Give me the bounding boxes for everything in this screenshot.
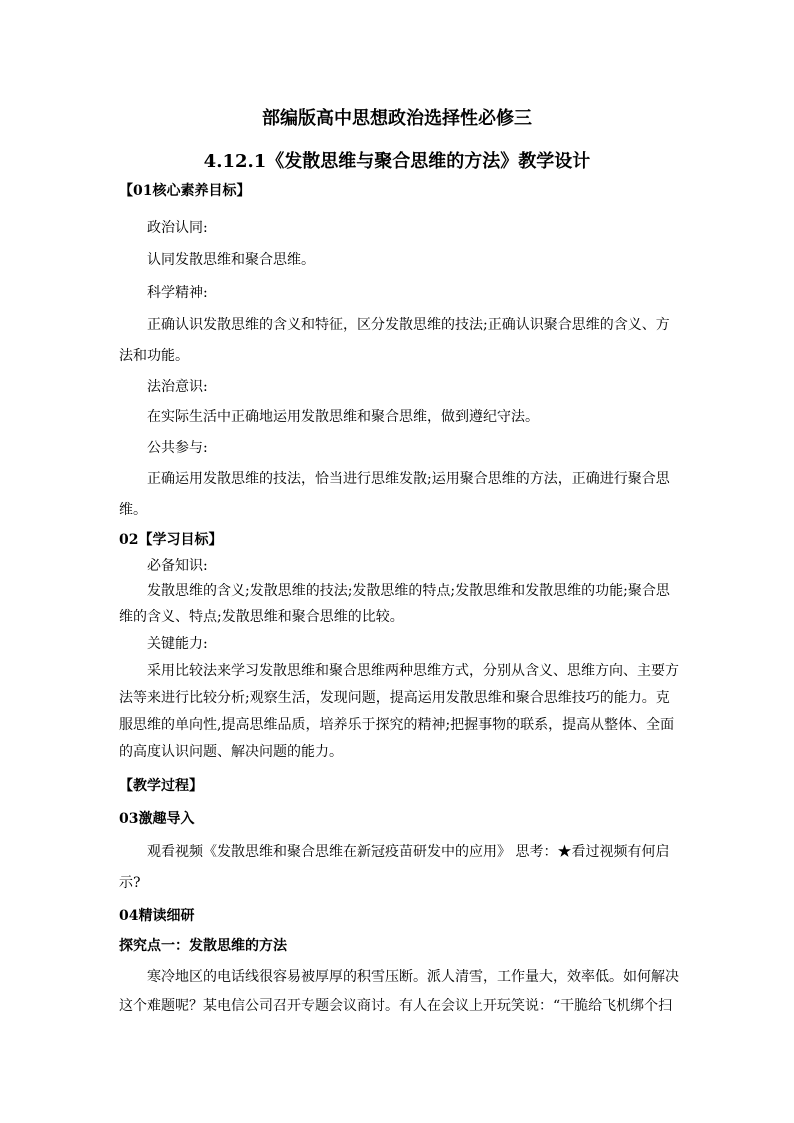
science-label: 科学精神: bbox=[147, 285, 208, 301]
knowledge-text-line-1: 发散思维的含义;发散思维的技法;发散思维的特点;发散思维和发散思维的功能;聚合思 bbox=[147, 583, 670, 599]
section-heading-teaching-process: 【教学过程】 bbox=[119, 778, 203, 794]
document-subtitle: 4.12.1《发散思维与聚合思维的方法》教学设计 bbox=[203, 151, 591, 172]
ability-label: 关键能力: bbox=[147, 636, 208, 652]
ability-text-line-1: 采用比较法来学习发散思维和聚合思维两种思维方式，分别从含义、思维方向、主要方 bbox=[147, 663, 679, 679]
public-text-line-1: 正确运用发散思维的技法，恰当进行思维发散;运用聚合思维的方法，正确进行聚合思 bbox=[147, 471, 670, 487]
ability-text-line-4: 的高度认识问题、解决问题的能力。 bbox=[119, 744, 343, 760]
knowledge-label: 必备知识: bbox=[147, 558, 208, 574]
intro-text-line-1: 观看视频《发散思维和聚合思维在新冠疫苗研发中的应用》 思考：★看过视频有何启 bbox=[147, 844, 670, 860]
section-heading-study: 04精读细研 bbox=[119, 908, 195, 924]
study-text-line-1: 寒冷地区的电话线很容易被厚厚的积雪压断。派人清雪，工作量大，效率低。如何解决 bbox=[147, 969, 679, 985]
ability-text-line-2: 法等来进行比较分析;观察生活，发现问题，提高运用发散思维和聚合思维技巧的能力。克 bbox=[119, 690, 670, 706]
law-text: 在实际生活中正确地运用发散思维和聚合思维，做到遵纪守法。 bbox=[147, 409, 539, 425]
study-text-line-2: 这个难题呢？某电信公司召开专题会议商讨。有人在会议上开玩笑说：“干脆给飞机绑个扫 bbox=[119, 998, 673, 1014]
politics-label: 政治认同: bbox=[147, 220, 208, 236]
ability-text-line-3: 服思维的单向性,提高思维品质，培养乐于探究的精神;把握事物的联系，提高从整体、全面 bbox=[119, 717, 675, 733]
science-text-line-2: 法和功能。 bbox=[119, 348, 189, 364]
science-text-line-1: 正确认识发散思维的含义和特征，区分发散思维的技法;正确认识聚合思维的含义、方 bbox=[147, 317, 670, 333]
intro-text-line-2: 示? bbox=[119, 875, 141, 891]
section-heading-intro: 03激趣导入 bbox=[119, 811, 195, 827]
law-label: 法治意识: bbox=[147, 379, 208, 395]
section-heading-core-literacy: 【01核心素养目标】 bbox=[119, 183, 251, 199]
politics-text: 认同发散思维和聚合思维。 bbox=[147, 252, 315, 268]
public-text-line-2: 维。 bbox=[119, 502, 147, 518]
public-label: 公共参与: bbox=[147, 440, 208, 456]
document-title: 部编版高中思想政治选择性必修三 bbox=[262, 108, 532, 129]
section-heading-learning-goals: 02【学习目标】 bbox=[119, 532, 223, 548]
knowledge-text-line-2: 维的含义、特点;发散思维和聚合思维的比较。 bbox=[119, 609, 404, 625]
subheading-explore-point-1: 探究点一：发散思维的方法 bbox=[119, 938, 287, 954]
